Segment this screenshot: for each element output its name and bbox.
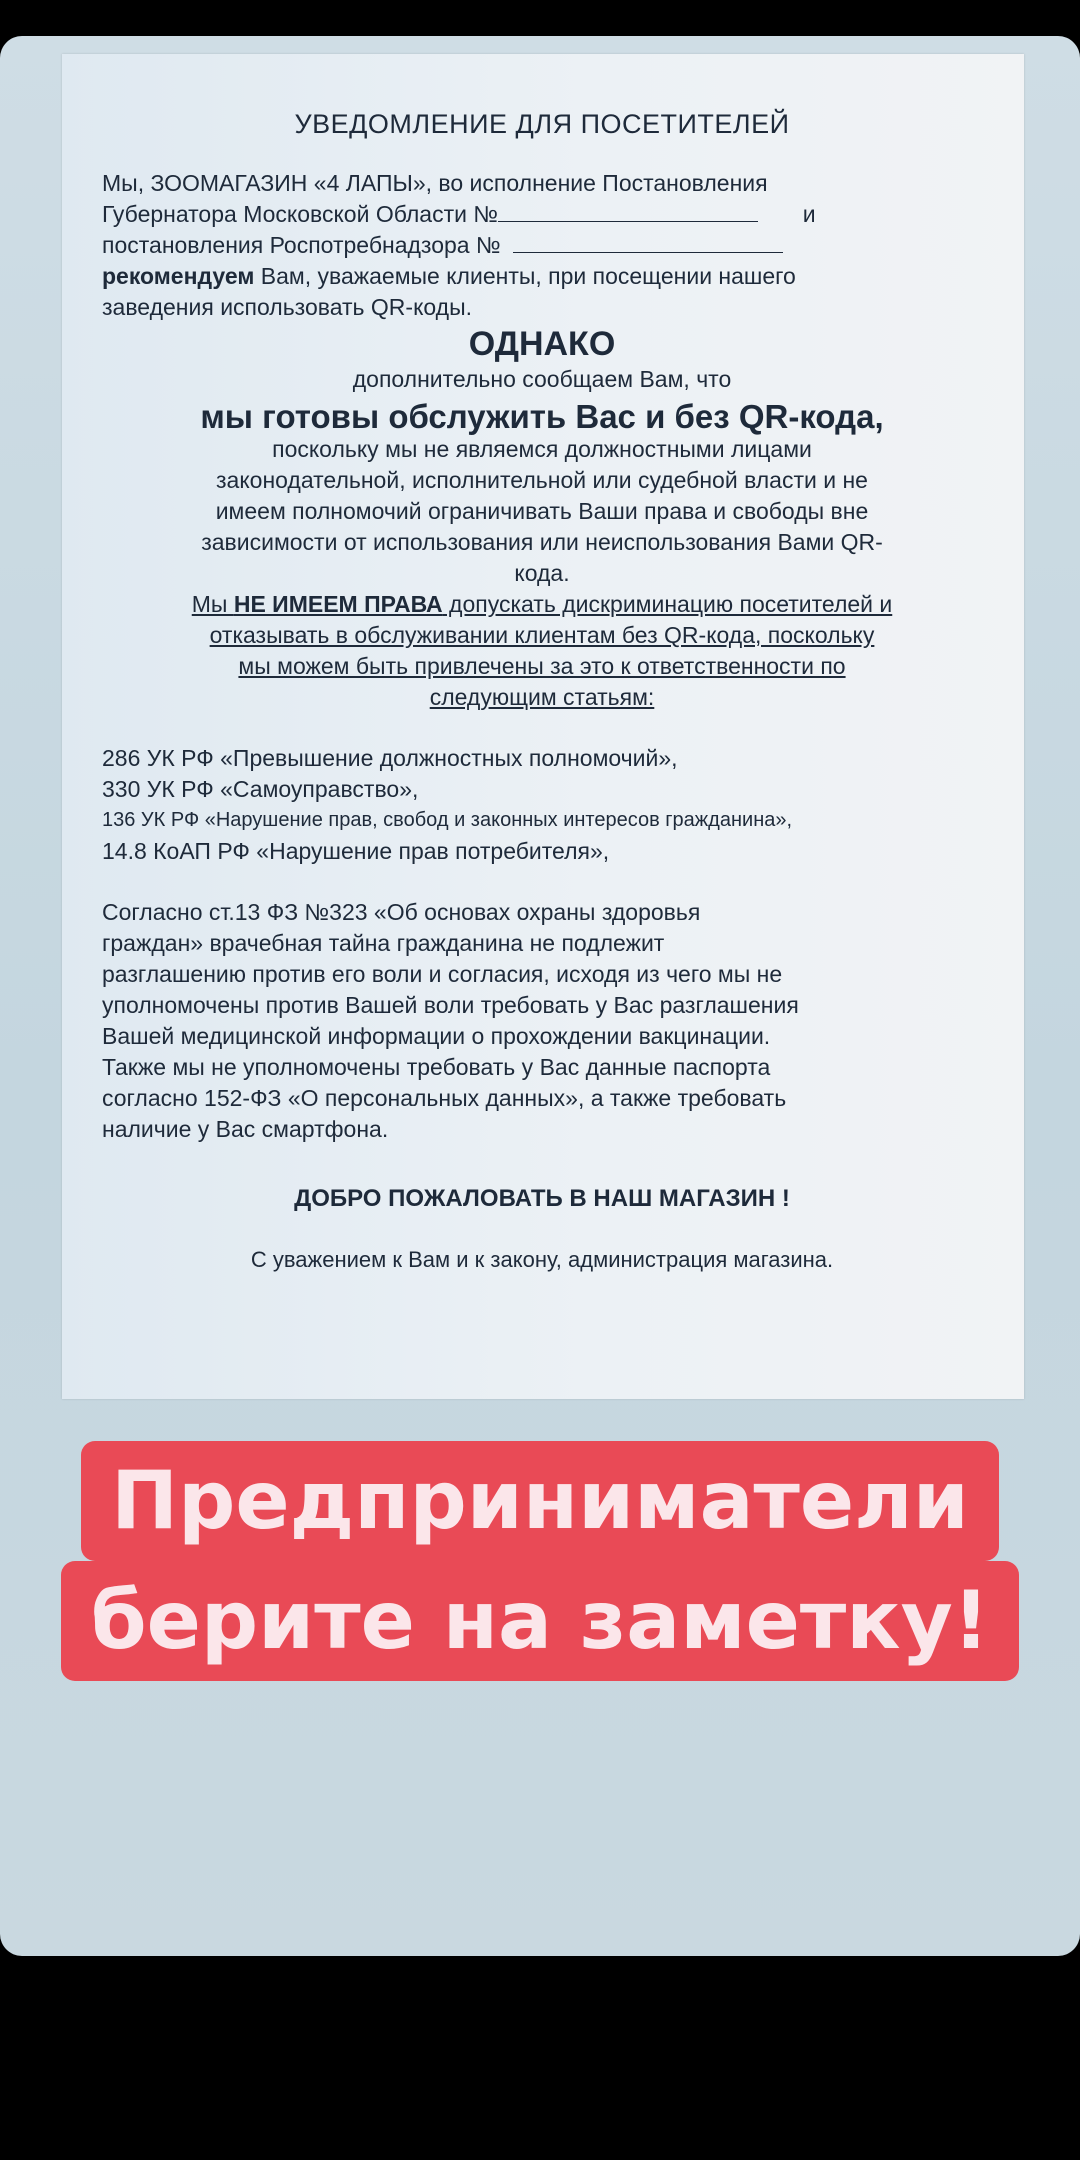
notice-recommend-line-2: заведения использовать QR-коды. bbox=[102, 294, 473, 320]
story-caption bbox=[0, 1441, 1080, 1681]
notice-intro-line-3: постановления Роспотребнадзора № bbox=[102, 230, 982, 261]
notice-reason-5: кода. bbox=[514, 560, 570, 586]
article-136: 136 УК РФ «Нарушение прав, свобод и законных интересов гражданина», bbox=[102, 809, 793, 831]
article-330: 330 УК РФ «Самоуправство», bbox=[102, 776, 419, 802]
law-line: наличие у Вас смартфона. bbox=[102, 1116, 389, 1142]
notice-additionally: дополнительно сообщаем Вам, что bbox=[352, 366, 732, 392]
law-line: Согласно ст.13 ФЗ №323 «Об основах охраны здоровья bbox=[102, 899, 701, 925]
law-line: Также мы не уполномочены требовать у Вас данные паспорта bbox=[102, 1054, 771, 1080]
law-line: согласно 152-ФЗ «О персональных данных», а также требовать bbox=[102, 1085, 787, 1111]
notice-reason-3: имеем полномочий ограничивать Ваши права и свободы вне bbox=[215, 498, 869, 524]
notice-photo bbox=[62, 54, 1024, 1399]
notice-rights-3: мы можем быть привлечены за это к ответственности по bbox=[238, 653, 846, 679]
notice-recommend-line: рекомендуем Вам, уважаемые клиенты, при посещении нашего bbox=[102, 263, 796, 289]
story-frame bbox=[0, 36, 1080, 1956]
notice-rights-4: следующим статьям: bbox=[429, 684, 655, 710]
notice-however: ОДНАКО bbox=[468, 325, 616, 363]
article-286: 286 УК РФ «Превышение должностных полномочий», bbox=[102, 745, 678, 771]
caption-line-1: Предприниматели bbox=[81, 1441, 999, 1561]
caption-line-2: берите на заметку! bbox=[61, 1561, 1019, 1681]
notice-ready: мы готовы обслужить Вас и без QR-кода, bbox=[200, 398, 884, 435]
notice-rights-1: Мы НЕ ИМЕЕМ ПРАВА допускать дискриминацию посетителей и bbox=[191, 591, 893, 617]
notice-reason-1: поскольку мы не являемся должностными лицами bbox=[272, 436, 812, 462]
article-14-8: 14.8 КоАП РФ «Нарушение прав потребителя», bbox=[102, 838, 610, 864]
notice-title: УВЕДОМЛЕНИЕ ДЛЯ ПОСЕТИТЕЛЕЙ bbox=[294, 109, 790, 139]
notice-welcome: ДОБРО ПОЖАЛОВАТЬ В НАШ МАГАЗИН ! bbox=[294, 1185, 790, 1212]
notice-regards: С уважением к Вам и к закону, администрация магазина. bbox=[250, 1247, 834, 1272]
law-line: разглашению против его воли и согласия, исходя из чего мы не bbox=[102, 961, 783, 987]
law-line: уполномочены против Вашей воли требовать у Вас разглашения bbox=[102, 992, 799, 1018]
notice-intro-line-2: Губернатора Московской Области № и bbox=[102, 201, 816, 227]
blank-line bbox=[498, 199, 758, 222]
notice-intro-line-1: Мы, ЗООМАГАЗИН «4 ЛАПЫ», во исполнение Постановления bbox=[102, 170, 768, 196]
blank-line bbox=[513, 230, 783, 253]
notice-reason-2: законодательной, исполнительной или судебной власти и не bbox=[216, 467, 868, 493]
notice-rights-2: отказывать в обслуживании клиентам без QR-кода, поскольку bbox=[209, 622, 875, 648]
notice-reason-4: зависимости от использования или неиспользования Вами QR- bbox=[201, 529, 883, 555]
law-line: граждан» врачебная тайна гражданина не подлежит bbox=[102, 930, 665, 956]
notice-document bbox=[102, 109, 982, 1275]
law-line: Вашей медицинской информации о прохождении вакцинации. bbox=[102, 1023, 771, 1049]
